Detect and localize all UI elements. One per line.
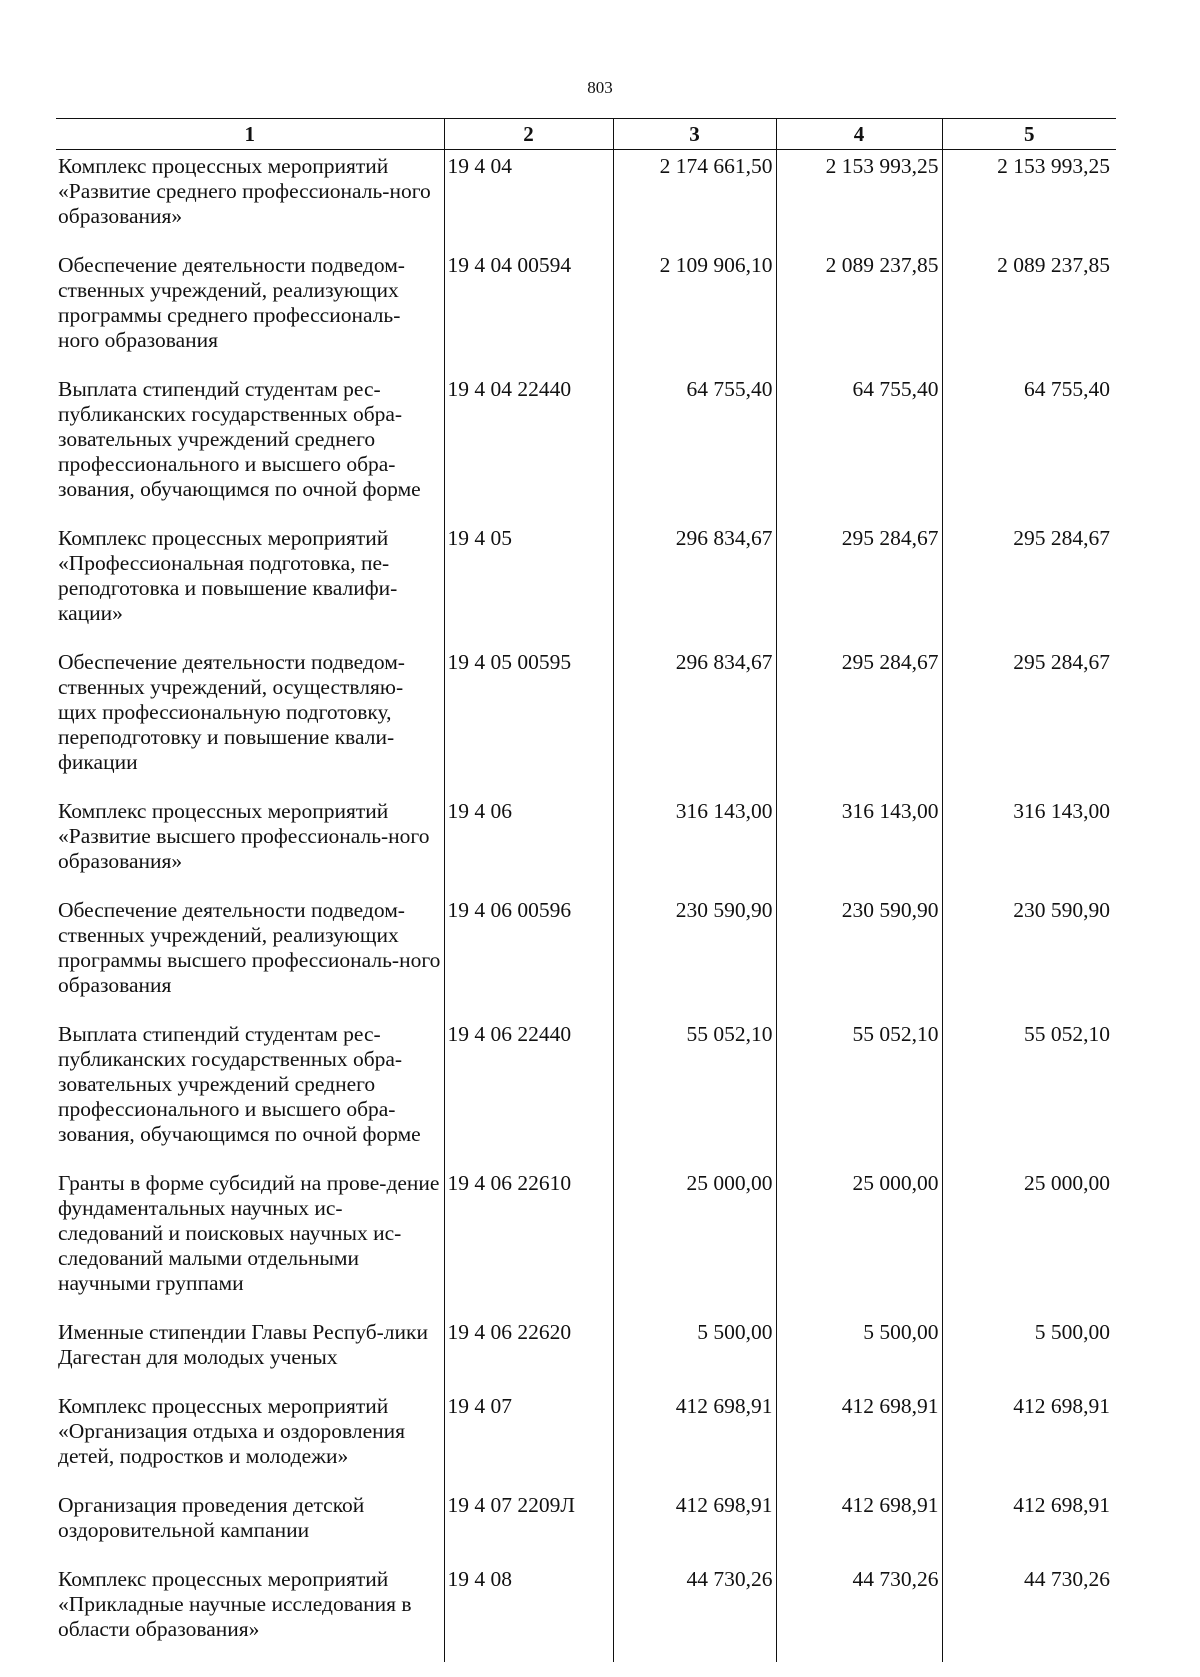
row-value-col5: 412 698,91 (942, 1390, 1116, 1489)
row-name: Обеспечение деятельности подведом-ственных учреждений, осуществляю-щих профессиональную подготовку, переподготовку и повышение квали-фикации (56, 646, 444, 795)
table-row (56, 1167, 1116, 1316)
row-name: Гранты в форме субсидий на прове-дение фундаментальных научных ис-следований и поисковых научных ис-следований малыми отдельными научными группами (56, 1167, 444, 1316)
row-name: Организация проведения детской оздоровительной кампании (56, 1489, 444, 1563)
row-value-col3: 230 590,90 (613, 894, 776, 1018)
row-value-col3: 5 500,00 (613, 1316, 776, 1390)
row-value-col3: 64 755,40 (613, 373, 776, 522)
row-value-col3: 316 143,00 (613, 795, 776, 894)
row-value-col3: 296 834,67 (613, 522, 776, 646)
row-value-col4: 316 143,00 (776, 795, 942, 894)
row-value-col4: 55 052,10 (776, 1018, 942, 1167)
table-row (56, 373, 1116, 522)
row-value-col3: 2 174 661,50 (613, 150, 776, 250)
header-row (56, 119, 1116, 150)
table-row (56, 1316, 1116, 1390)
row-name: Выплата стипендий студентам рес-публиканских государственных обра-зовательных учреждений среднего профессионального и высшего обра-зования, обучающимся по очной форме (56, 1018, 444, 1167)
row-value-col4: 412 698,91 (776, 1489, 942, 1563)
row-code: 19 4 06 22440 (444, 1018, 613, 1167)
table-row (56, 249, 1116, 373)
table-row (56, 1390, 1116, 1489)
row-code: 19 4 07 2209Л (444, 1489, 613, 1563)
row-value-col4: 2 153 993,25 (776, 150, 942, 250)
row-value-col5: 5 500,00 (942, 1316, 1116, 1390)
row-code: 19 4 08 (444, 1563, 613, 1662)
row-value-col3: 55 052,10 (613, 1018, 776, 1167)
row-name: Комплекс процессных мероприятий «Развитие среднего профессиональ-ного образования» (56, 150, 444, 250)
row-value-col3: 44 730,26 (613, 1563, 776, 1662)
row-value-col4: 295 284,67 (776, 522, 942, 646)
table-row (56, 1489, 1116, 1563)
row-value-col5: 55 052,10 (942, 1018, 1116, 1167)
row-code: 19 4 05 00595 (444, 646, 613, 795)
row-value-col5: 2 089 237,85 (942, 249, 1116, 373)
table-row (56, 522, 1116, 646)
table-body (56, 150, 1116, 1663)
row-value-col5: 2 153 993,25 (942, 150, 1116, 250)
row-value-col3: 2 109 906,10 (613, 249, 776, 373)
row-value-col4: 230 590,90 (776, 894, 942, 1018)
row-value-col5: 64 755,40 (942, 373, 1116, 522)
table-row (56, 894, 1116, 1018)
row-value-col4: 2 089 237,85 (776, 249, 942, 373)
column-header-1: 1 (56, 119, 444, 150)
row-code: 19 4 04 00594 (444, 249, 613, 373)
row-value-col5: 295 284,67 (942, 646, 1116, 795)
row-value-col5: 412 698,91 (942, 1489, 1116, 1563)
row-code: 19 4 06 22610 (444, 1167, 613, 1316)
row-value-col5: 44 730,26 (942, 1563, 1116, 1662)
row-name: Выплата стипендий студентам рес-публиканских государственных обра-зовательных учреждений среднего профессионального и высшего обра-зования, обучающимся по очной форме (56, 373, 444, 522)
row-value-col5: 316 143,00 (942, 795, 1116, 894)
column-header-5: 5 (942, 119, 1116, 150)
row-value-col4: 64 755,40 (776, 373, 942, 522)
row-code: 19 4 07 (444, 1390, 613, 1489)
row-value-col4: 412 698,91 (776, 1390, 942, 1489)
row-value-col5: 230 590,90 (942, 894, 1116, 1018)
row-code: 19 4 06 22620 (444, 1316, 613, 1390)
row-code: 19 4 04 22440 (444, 373, 613, 522)
page-number: 803 (587, 78, 613, 97)
row-value-col5: 295 284,67 (942, 522, 1116, 646)
table-row (56, 1563, 1116, 1662)
row-code: 19 4 05 (444, 522, 613, 646)
row-code: 19 4 04 (444, 150, 613, 250)
row-name: Комплекс процессных мероприятий «Прикладные научные исследования в области образования» (56, 1563, 444, 1662)
row-name: Комплекс процессных мероприятий «Профессиональная подготовка, пе-реподготовка и повышение квалифи-кации» (56, 522, 444, 646)
row-name: Именные стипендии Главы Респуб-лики Дагестан для молодых ученых (56, 1316, 444, 1390)
column-header-4: 4 (776, 119, 942, 150)
row-value-col3: 296 834,67 (613, 646, 776, 795)
table-row (56, 646, 1116, 795)
column-header-3: 3 (613, 119, 776, 150)
budget-table (56, 118, 1116, 1662)
row-value-col4: 295 284,67 (776, 646, 942, 795)
table-row (56, 150, 1116, 250)
row-name: Комплекс процессных мероприятий «Организация отдыха и оздоровления детей, подростков и молодежи» (56, 1390, 444, 1489)
table-row (56, 795, 1116, 894)
row-value-col4: 25 000,00 (776, 1167, 942, 1316)
row-value-col5: 25 000,00 (942, 1167, 1116, 1316)
row-value-col3: 412 698,91 (613, 1390, 776, 1489)
row-name: Обеспечение деятельности подведом-ственных учреждений, реализующих программы высшего профессиональ-ного образования (56, 894, 444, 1018)
row-name: Обеспечение деятельности подведом-ственных учреждений, реализующих программы среднего профессиональ-ного образования (56, 249, 444, 373)
column-header-2: 2 (444, 119, 613, 150)
table-row (56, 1018, 1116, 1167)
row-value-col3: 412 698,91 (613, 1489, 776, 1563)
row-code: 19 4 06 00596 (444, 894, 613, 1018)
row-code: 19 4 06 (444, 795, 613, 894)
row-value-col3: 25 000,00 (613, 1167, 776, 1316)
row-name: Комплекс процессных мероприятий «Развитие высшего профессиональ-ного образования» (56, 795, 444, 894)
row-value-col4: 5 500,00 (776, 1316, 942, 1390)
row-value-col4: 44 730,26 (776, 1563, 942, 1662)
table-header (56, 119, 1116, 150)
